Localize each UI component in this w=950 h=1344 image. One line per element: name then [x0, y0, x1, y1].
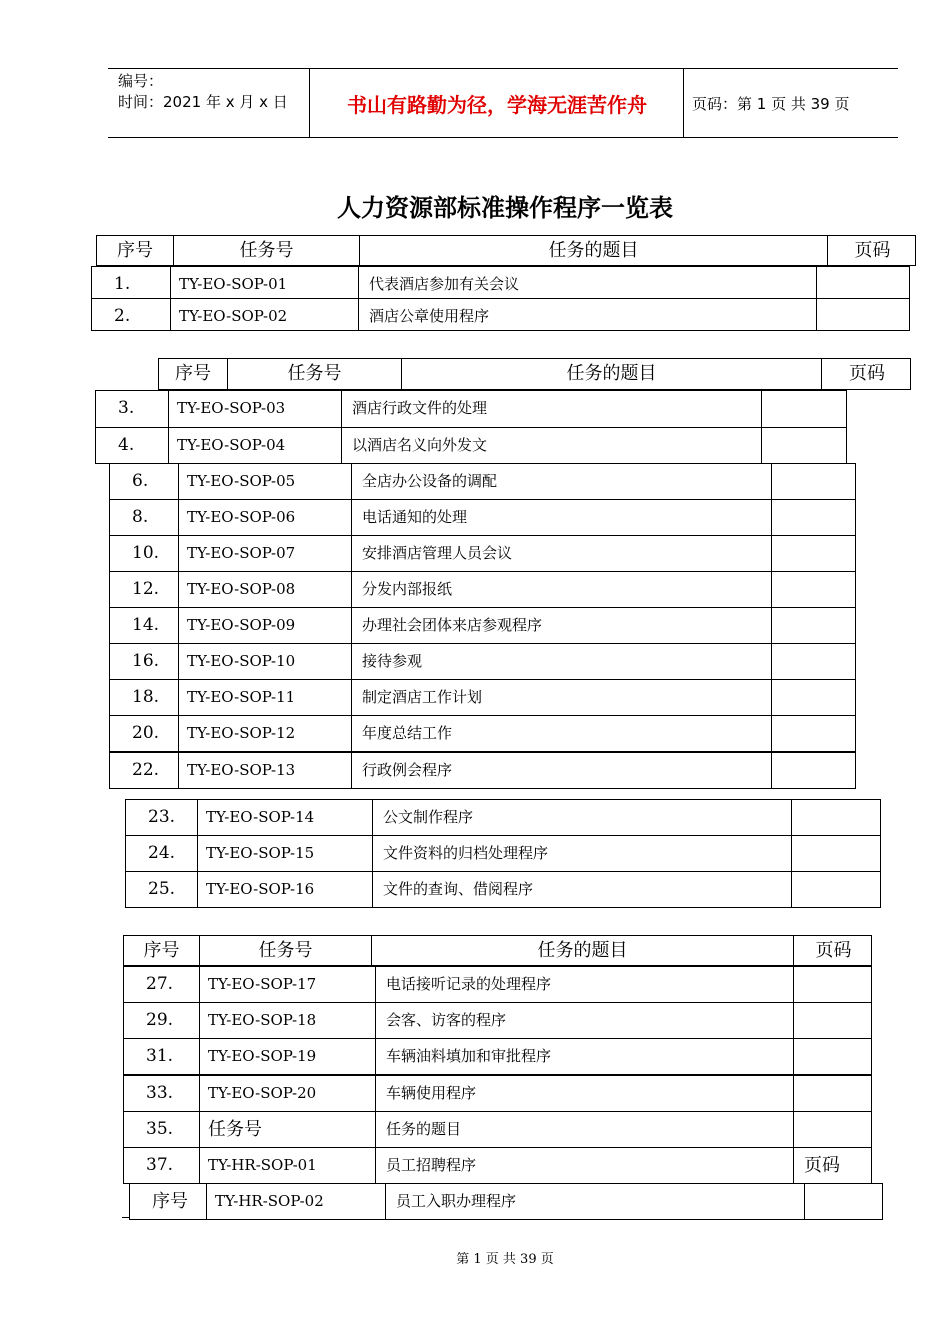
cell-task-title: 车辆油料填加和审批程序 [375, 1039, 793, 1074]
table-row [109, 607, 856, 644]
cell-task-title: 分发内部报纸 [351, 572, 771, 607]
cell-task-code: TY-EO-SOP-15 [197, 836, 372, 871]
cell-task-code: TY-EO-SOP-18 [199, 1003, 375, 1038]
cell-task-title: 电话通知的处理 [351, 500, 771, 535]
col-header-code: 任务号 [199, 936, 371, 965]
cell-page [816, 299, 911, 330]
cell-page [793, 1003, 873, 1038]
cell-page [771, 464, 857, 499]
cell-seq: 12. [132, 579, 160, 599]
table-header-row [123, 935, 872, 966]
cell-task-title: 文件的查询、借阅程序 [372, 872, 791, 907]
cell-seq: 31. [146, 1046, 174, 1066]
cell-task-code: TY-EO-SOP-20 [199, 1076, 375, 1111]
table-row [109, 715, 856, 752]
cell-seq: 8. [132, 507, 149, 527]
cell-page [793, 1039, 873, 1074]
cell-page [771, 500, 857, 535]
table-row [123, 966, 872, 1003]
table-header-row [158, 358, 911, 390]
cell-task-title: 接待参观 [351, 644, 771, 679]
cell-seq: 27. [146, 974, 174, 994]
cell-task-code: 任务号 [199, 1112, 375, 1147]
cell-seq: 37. [146, 1155, 174, 1175]
cell-seq: 18. [132, 687, 160, 707]
col-header-page: 页码 [821, 359, 912, 389]
cell-page [816, 267, 911, 298]
cell-task-title: 代表酒店参加有关会议 [358, 267, 816, 298]
table-row [109, 752, 856, 789]
cell-page [761, 391, 848, 427]
cell-task-title: 会客、访客的程序 [375, 1003, 793, 1038]
table-row [123, 1111, 872, 1148]
cell-task-title: 电话接听记录的处理程序 [375, 967, 793, 1002]
cell-page [771, 680, 857, 715]
cell-seq: 4. [118, 435, 135, 455]
table-row [109, 643, 856, 680]
cell-page [793, 1076, 873, 1111]
col-header-title: 任务的题目 [359, 236, 827, 265]
cell-task-title: 办理社会团体来店参观程序 [351, 608, 771, 643]
cell-task-title: 行政例会程序 [351, 753, 771, 788]
cell-seq: 22. [132, 760, 160, 780]
cell-task-code: TY-EO-SOP-08 [178, 572, 351, 607]
table-row [125, 799, 881, 836]
cell-task-code: TY-EO-SOP-14 [197, 800, 372, 835]
cell-task-code: TY-EO-SOP-09 [178, 608, 351, 643]
col-header-seq: 序号 [175, 363, 211, 384]
cell-seq: 35. [146, 1119, 174, 1139]
cell-seq: 2. [114, 306, 131, 326]
cell-page [791, 836, 882, 871]
cell-task-title: 员工招聘程序 [375, 1148, 793, 1183]
cell-task-title: 任务的题目 [375, 1112, 793, 1147]
cell-task-code: TY-EO-SOP-07 [178, 536, 351, 571]
table-row [109, 571, 856, 608]
cell-seq: 16. [132, 651, 160, 671]
cell-page [771, 644, 857, 679]
cell-task-title: 安排酒店管理人员会议 [351, 536, 771, 571]
number-label: 编号： [118, 72, 164, 90]
cell-task-code: TY-HR-SOP-02 [206, 1184, 385, 1219]
cell-page: 页码 [793, 1148, 873, 1183]
col-header-code: 任务号 [173, 236, 359, 265]
cell-task-title: 文件资料的归档处理程序 [372, 836, 791, 871]
cell-task-title: 酒店公章使用程序 [358, 299, 816, 330]
cell-page [761, 428, 848, 463]
table-row [109, 499, 856, 536]
cell-task-code: TY-EO-SOP-02 [170, 299, 358, 330]
cell-task-title: 制定酒店工作计划 [351, 680, 771, 715]
cell-task-code: TY-EO-SOP-11 [178, 680, 351, 715]
col-header-page: 页码 [793, 936, 873, 965]
cell-seq: 23. [148, 807, 176, 827]
cell-task-code: TY-EO-SOP-10 [178, 644, 351, 679]
table-row [123, 1147, 872, 1184]
cell-task-code: TY-EO-SOP-06 [178, 500, 351, 535]
cell-page [771, 608, 857, 643]
table-row [125, 871, 881, 908]
page-footer: 第 1 页 共 39 页 [456, 1252, 554, 1267]
cell-task-title: 员工入职办理程序 [385, 1184, 804, 1219]
table-row [123, 1002, 872, 1039]
cell-seq: 24. [148, 843, 176, 863]
cell-page [793, 1112, 873, 1147]
cell-seq: 序号 [152, 1191, 188, 1212]
cell-page [771, 753, 857, 788]
cell-page [804, 1184, 884, 1219]
table-row [109, 463, 856, 500]
col-header-seq: 序号 [143, 940, 180, 961]
cell-task-code: TY-EO-SOP-01 [170, 267, 358, 298]
table-row [91, 298, 910, 331]
page-title: 人力资源部标准操作程序一览表 [337, 194, 673, 222]
table-row [129, 1183, 883, 1220]
table-header-row [96, 235, 916, 266]
cell-seq: 25. [148, 879, 176, 899]
cell-seq: 3. [118, 398, 135, 418]
cell-task-code: TY-EO-SOP-13 [178, 753, 351, 788]
cell-task-code: TY-EO-SOP-03 [168, 391, 341, 427]
table-row [95, 427, 847, 464]
table-row [91, 266, 910, 299]
cell-task-code: TY-HR-SOP-01 [199, 1148, 375, 1183]
col-header-title: 任务的题目 [371, 936, 793, 965]
cell-task-title: 公文制作程序 [372, 800, 791, 835]
time-label: 时间：2021 年 x 月 x 日 [118, 93, 288, 111]
cell-task-code: TY-EO-SOP-05 [178, 464, 351, 499]
table-row [109, 679, 856, 716]
col-header-seq: 序号 [117, 240, 153, 261]
cell-page [771, 536, 857, 571]
table-fragment-line [122, 1217, 130, 1218]
cell-page [791, 800, 882, 835]
table-row [109, 535, 856, 572]
cell-task-title: 全店办公设备的调配 [351, 464, 771, 499]
cell-task-code: TY-EO-SOP-19 [199, 1039, 375, 1074]
header-page-info: 页码：第 1 页 共 39 页 [692, 95, 850, 113]
cell-task-title: 酒店行政文件的处理 [341, 391, 761, 427]
table-row [125, 835, 881, 872]
cell-task-code: TY-EO-SOP-17 [199, 967, 375, 1002]
table-row [95, 390, 847, 428]
cell-task-title: 车辆使用程序 [375, 1076, 793, 1111]
header-meta [118, 71, 288, 113]
col-header-page: 页码 [827, 236, 917, 265]
cell-seq: 20. [132, 723, 160, 743]
col-header-title: 任务的题目 [401, 359, 821, 389]
cell-seq: 1. [114, 274, 131, 294]
cell-task-code: TY-EO-SOP-12 [178, 716, 351, 751]
cell-page [771, 716, 857, 751]
cell-task-title: 以酒店名义向外发文 [341, 428, 761, 463]
cell-task-title: 年度总结工作 [351, 716, 771, 751]
table-row [123, 1075, 872, 1112]
header-divider [683, 69, 684, 137]
cell-seq: 6. [132, 471, 149, 491]
page-header [108, 68, 898, 138]
cell-seq: 33. [146, 1083, 174, 1103]
header-motto: 书山有路勤为径，学海无涯苦作舟 [347, 93, 647, 117]
table-row [123, 1038, 872, 1075]
cell-seq: 10. [132, 543, 160, 563]
cell-page [791, 872, 882, 907]
cell-task-code: TY-EO-SOP-04 [168, 428, 341, 463]
cell-seq: 29. [146, 1010, 174, 1030]
cell-page [771, 572, 857, 607]
cell-page [793, 967, 873, 1002]
cell-seq: 14. [132, 615, 160, 635]
cell-task-code: TY-EO-SOP-16 [197, 872, 372, 907]
col-header-code: 任务号 [227, 359, 401, 389]
